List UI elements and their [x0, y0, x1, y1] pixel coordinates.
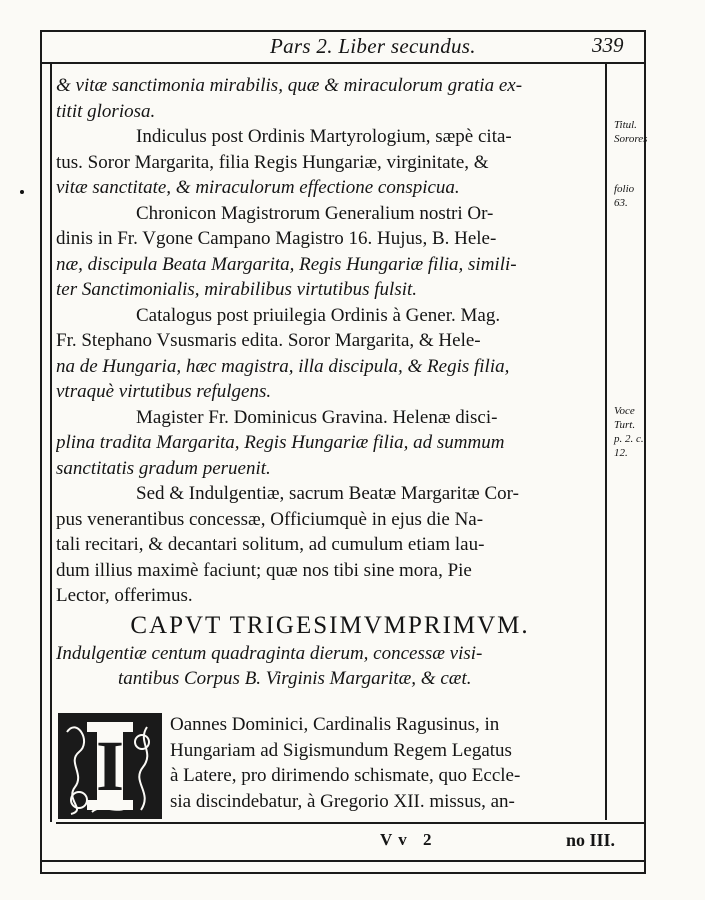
text-line: vitæ sanctitate, & miraculorum effectione conspicua. [56, 177, 460, 198]
text-line: tus. Soror Margarita, filia Regis Hungariæ, virginitate, & [56, 151, 489, 173]
text-line: sanctitatis gradum peruenit. [56, 457, 271, 479]
text-line: Magister Fr. Dominicus Gravina. Helenæ disci- [136, 406, 498, 428]
text-line: Chronicon Magistrorum Generalium nostri Or- [136, 202, 494, 224]
text-line: Catalogus post priuilegia Ordinis à Gener. Mag. [136, 304, 501, 326]
margin-note-line: Sorores [614, 133, 648, 145]
text-line: dum illius maximè faciunt; quæ nos tibi sine mora, Pie [56, 559, 472, 581]
drop-cap-paragraph [170, 712, 606, 814]
margin-note-line: 12. [614, 447, 628, 459]
footer-rule [56, 822, 646, 824]
margin-note-line: folio [614, 183, 635, 195]
chapter-heading: CAPVT TRIGESIMVMPRIMVM. [130, 611, 530, 639]
text-line: Fr. Stephano Vsusmaris edita. Soror Margarita, & Hele- [56, 330, 481, 351]
margin-note-line: 63. [614, 197, 628, 209]
bottom-frame-rule [40, 860, 646, 862]
svg-text:I: I [95, 726, 125, 806]
margin-column-rule [605, 62, 607, 820]
text-line: plina tradita Margarita, Regis Hungariæ filia, ad summum [56, 432, 505, 453]
text-line: na de Hungaria, hæc magistra, illa discipula, & Regis filia, [56, 355, 510, 377]
running-title: Pars 2. Liber secundus. [270, 34, 476, 58]
margin-note [614, 404, 644, 460]
margin-note [614, 182, 634, 210]
margin-note-line: Turt. [614, 419, 636, 431]
text-line: pus venerantibus concessæ, Officiumquè in ejus die Na- [56, 508, 484, 530]
text-line: Lector, offerimus. [56, 585, 193, 606]
text-line: dinis in Fr. Vgone Campano Magistro 16. Hujus, B. Hele- [56, 228, 497, 249]
drop-cap-ornament [57, 712, 163, 820]
chapter-subheading: Indulgentiæ centum quadraginta dierum, concessæ visi- [56, 642, 483, 664]
text-line: ter Sanctimonialis, mirabilibus virtutibus fulsit. [56, 279, 418, 300]
text-line: & vitæ sanctimonia mirabilis, quæ & miraculorum gratia ex- [56, 75, 523, 96]
margin-note-line: Titul. [614, 119, 637, 131]
text-line: Hungariam ad Sigismundum Regem Legatus [170, 739, 512, 761]
catchword: no III. [566, 830, 616, 850]
text-line: à Latere, pro dirimendo schismate, quo Eccle- [170, 765, 521, 786]
chapter-subheading: tantibus Corpus B. Virginis Margaritæ, & cæt. [118, 668, 472, 689]
margin-note-line: Voce [614, 405, 635, 417]
main-text [56, 73, 604, 692]
header-rule [40, 62, 646, 64]
text-line: vtraquè virtutibus refulgens. [56, 381, 272, 402]
text-line: næ, discipula Beata Margarita, Regis Hungariæ filia, simili- [56, 253, 517, 275]
signature-mark: Vv 2 [380, 830, 438, 849]
margin-note-line: p. 2. c. [614, 433, 644, 445]
left-column-rule [50, 62, 52, 822]
text-line: Oannes Dominici, Cardinalis Ragusinus, in [170, 714, 500, 735]
page-number: 339 [592, 33, 624, 57]
text-line: tali recitari, & decantari solitum, ad cumulum etiam lau- [56, 534, 485, 555]
text-line: sia discindebatur, à Gregorio XII. missus, an- [170, 790, 515, 812]
decorated-initial-icon [57, 712, 163, 820]
margin-note [614, 118, 647, 146]
text-line: titit gloriosa. [56, 100, 156, 122]
stray-mark [20, 190, 24, 194]
text-line: Sed & Indulgentiæ, sacrum Beatæ Margaritæ Cor- [136, 483, 519, 504]
text-line: Indiculus post Ordinis Martyrologium, sæpè cita- [136, 126, 512, 147]
